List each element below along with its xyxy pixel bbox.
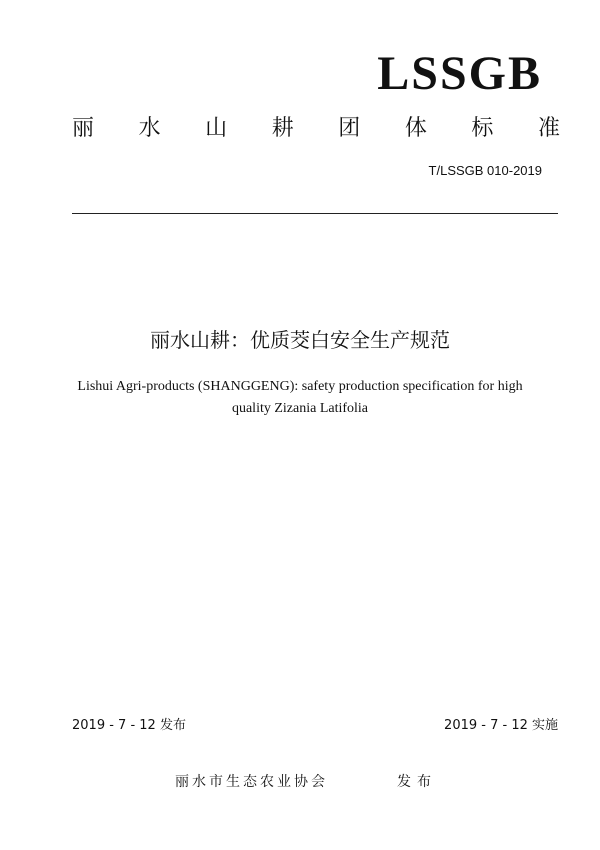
heading-char: 水 <box>138 116 161 141</box>
heading-char: 山 <box>205 116 228 141</box>
document-title-chinese: 丽水山耕：优质茭白安全生产规范 <box>150 328 450 352</box>
english-title-line: quality Zizania Latifolia <box>231 401 369 416</box>
heading-char: 团 <box>338 116 361 141</box>
standard-code: T/LSSGB 010-2019 <box>428 163 542 178</box>
publish-date: 2019 - 7 - 12 发布 <box>72 718 186 733</box>
heading-char: 体 <box>404 116 427 141</box>
document-title-english <box>60 376 540 420</box>
heading-char: 准 <box>537 116 560 141</box>
heading-char: 标 <box>471 116 494 141</box>
standard-abbreviation: LSSGB <box>377 47 542 100</box>
english-title-line: Lishui Agri-products (SHANGGENG): safety production specification for high <box>77 379 523 394</box>
header-divider <box>72 213 558 214</box>
issuing-organization: 丽水市生态农业协会 <box>175 774 328 790</box>
heading-char: 丽 <box>72 116 95 141</box>
implementation-date: 2019 - 7 - 12 实施 <box>444 718 558 733</box>
issue-label: 发布 <box>397 774 437 790</box>
heading-char: 耕 <box>271 116 294 141</box>
organization-standard-heading <box>72 118 560 140</box>
